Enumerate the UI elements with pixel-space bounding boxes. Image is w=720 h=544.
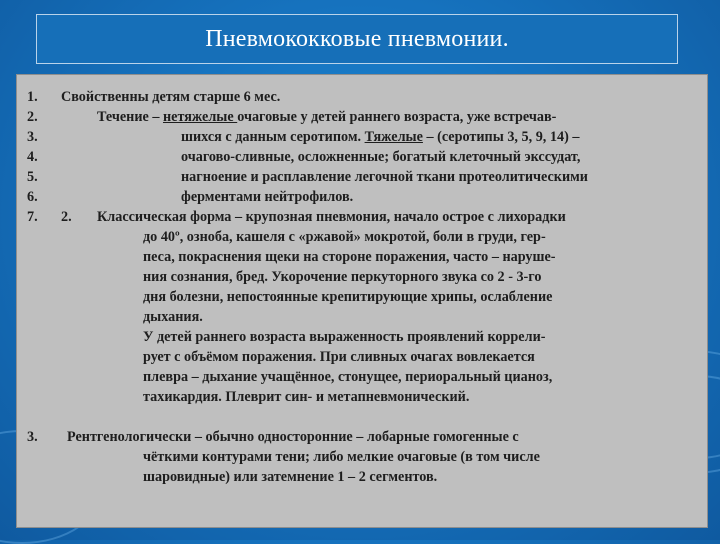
gutter-number: 5.: [27, 169, 38, 185]
text-line: Свойственны детям старше 6 мес.: [61, 89, 281, 105]
gutter-number: 6.: [27, 189, 38, 205]
gutter-number: 4.: [27, 149, 38, 165]
text-line: рует с объёмом поражения. При сливных очагах вовлекается: [143, 349, 535, 365]
gutter-number: 7.: [27, 209, 38, 225]
gutter-number: 2.: [27, 109, 38, 125]
text-line: дыхания.: [143, 309, 203, 325]
text-segment: – (серотипы 3, 5, 9, 14) –: [422, 129, 580, 145]
gutter-number: 1.: [27, 89, 38, 105]
text-line: Классическая форма – крупозная пневмония, начало острое с лихорадки: [97, 209, 566, 225]
text-segment: Течение –: [97, 109, 163, 125]
content-panel: [16, 74, 708, 528]
text-line: [97, 107, 556, 127]
text-line: очагово-сливные, осложненные; богатый клеточный экссудат,: [181, 149, 581, 165]
slide-title: Пневмококковые пневмонии.: [205, 25, 509, 52]
title-banner: [36, 14, 678, 64]
text-line: [181, 127, 579, 147]
text-segment: шихся с данным серотипом.: [181, 129, 365, 145]
text-line: Рентгенологически – обычно односторонние – лобарные гомогенные с: [67, 429, 519, 445]
text-line: песа, покраснения щеки на стороне поражения, часто – наруше-: [143, 249, 556, 265]
text-line: У детей раннего возраста выраженность проявлений коррели-: [143, 329, 546, 345]
text-line: нагноение и расплавление легочной ткани протеолитическими: [181, 169, 588, 185]
gutter-number: 3.: [27, 129, 38, 145]
text-line: плевра – дыхание учащённое, стонущее, периоральный цианоз,: [143, 369, 553, 385]
text-line: до 40º, озноба, кашеля с «ржавой» мокротой, боли в груди, гер-: [143, 229, 546, 245]
text-line: шаровидные) или затемнение 1 – 2 сегментов.: [143, 469, 438, 485]
text-line: ния сознания, бред. Укорочение перкуторного звука со 2 - 3-го: [143, 269, 542, 285]
text-segment: очаговые у детей раннего возраста, уже встречав-: [237, 109, 557, 125]
text-line: дня болезни, непостоянные крепитирующие хрипы, ослабление: [143, 289, 553, 305]
text-line: тахикардия. Плеврит син- и метапневмонический.: [143, 389, 470, 405]
text-line: чёткими контурами тени; либо мелкие очаговые (в том числе: [143, 449, 540, 465]
sub-number: 2.: [61, 209, 72, 225]
underlined-term: Тяжелые: [364, 129, 423, 145]
gutter-number: 3.: [27, 429, 38, 445]
text-line: ферментами нейтрофилов.: [181, 189, 354, 205]
underlined-term: нетяжелые: [163, 109, 238, 125]
